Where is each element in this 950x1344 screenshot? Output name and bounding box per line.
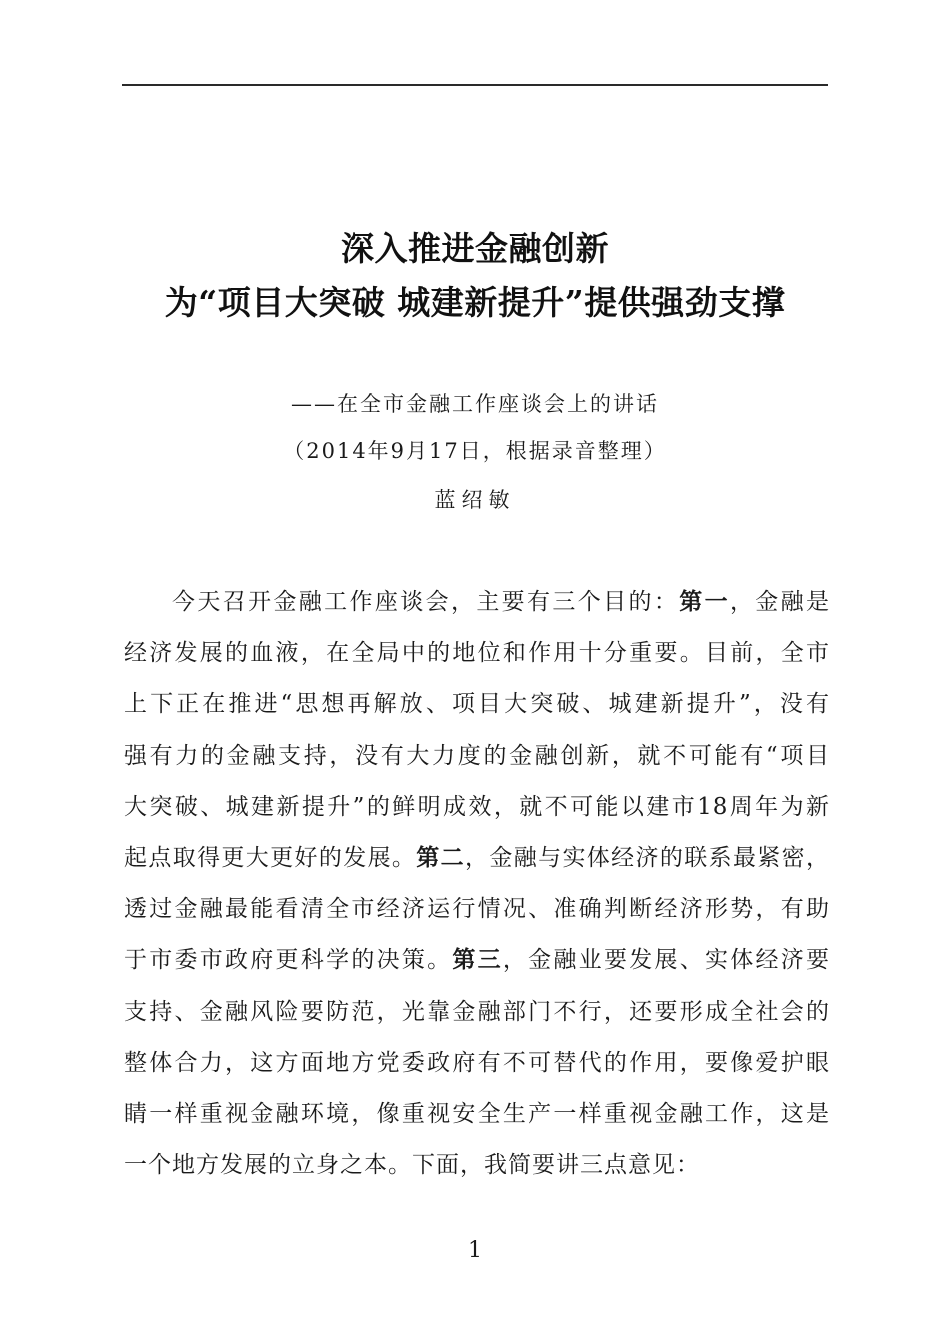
body-line: 一个地方发展的立身之本。下面，我简要讲三点意见：	[124, 1152, 700, 1179]
body-line: 于市委市政府更科学的决策。第三，金融业要发展、实体经济要	[124, 946, 831, 974]
body-line: 经济发展的血液，在全局中的地位和作用十分重要。目前，全市	[124, 640, 830, 667]
point-three-label: 第三	[452, 946, 503, 974]
body-line: 大突破、城建新提升”的鲜明成效，就不可能以建市18周年为新	[124, 793, 830, 820]
body-line: 今天召开金融工作座谈会，主要有三个目的：第一，金融是	[172, 588, 831, 615]
speech-occasion: ——在全市金融工作座谈会上的讲话	[291, 392, 659, 416]
body-line: 透过金融最能看清全市经济运行情况、准确判断经济形势，有助	[124, 896, 830, 923]
point-two-label: 第二	[416, 843, 466, 871]
title-line-2: 为“项目大突破 城建新提升”提供强劲支撑	[164, 283, 786, 322]
body-line: 强有力的金融支持，没有大力度的金融创新，就不可能有“项目	[124, 742, 830, 769]
body-paragraph	[124, 582, 830, 1196]
speech-date-note: （2014年9月17日，根据录音整理）	[283, 439, 667, 463]
speech-title	[0, 222, 950, 330]
body-line: 整体合力，这方面地方党委政府有不可替代的作用，要像爱护眼	[124, 1049, 830, 1076]
point-one-label: 第一	[679, 588, 730, 615]
speech-author: 蓝绍敏	[434, 488, 516, 512]
body-line: 上下正在推进“思想再解放、项目大突破、城建新提升”，没有	[124, 691, 830, 718]
page-number: 1	[468, 1238, 482, 1263]
body-line: 支持、金融风险要防范，光靠金融部门不行，还要形成全社会的	[124, 998, 830, 1025]
header-rule	[122, 84, 828, 86]
body-line: 睛一样重视金融环境，像重视安全生产一样重视金融工作，这是	[124, 1100, 830, 1127]
body-line: 起点取得更大更好的发展。第二，金融与实体经济的联系最紧密，	[124, 843, 831, 871]
title-line-1: 深入推进金融创新	[341, 229, 609, 268]
